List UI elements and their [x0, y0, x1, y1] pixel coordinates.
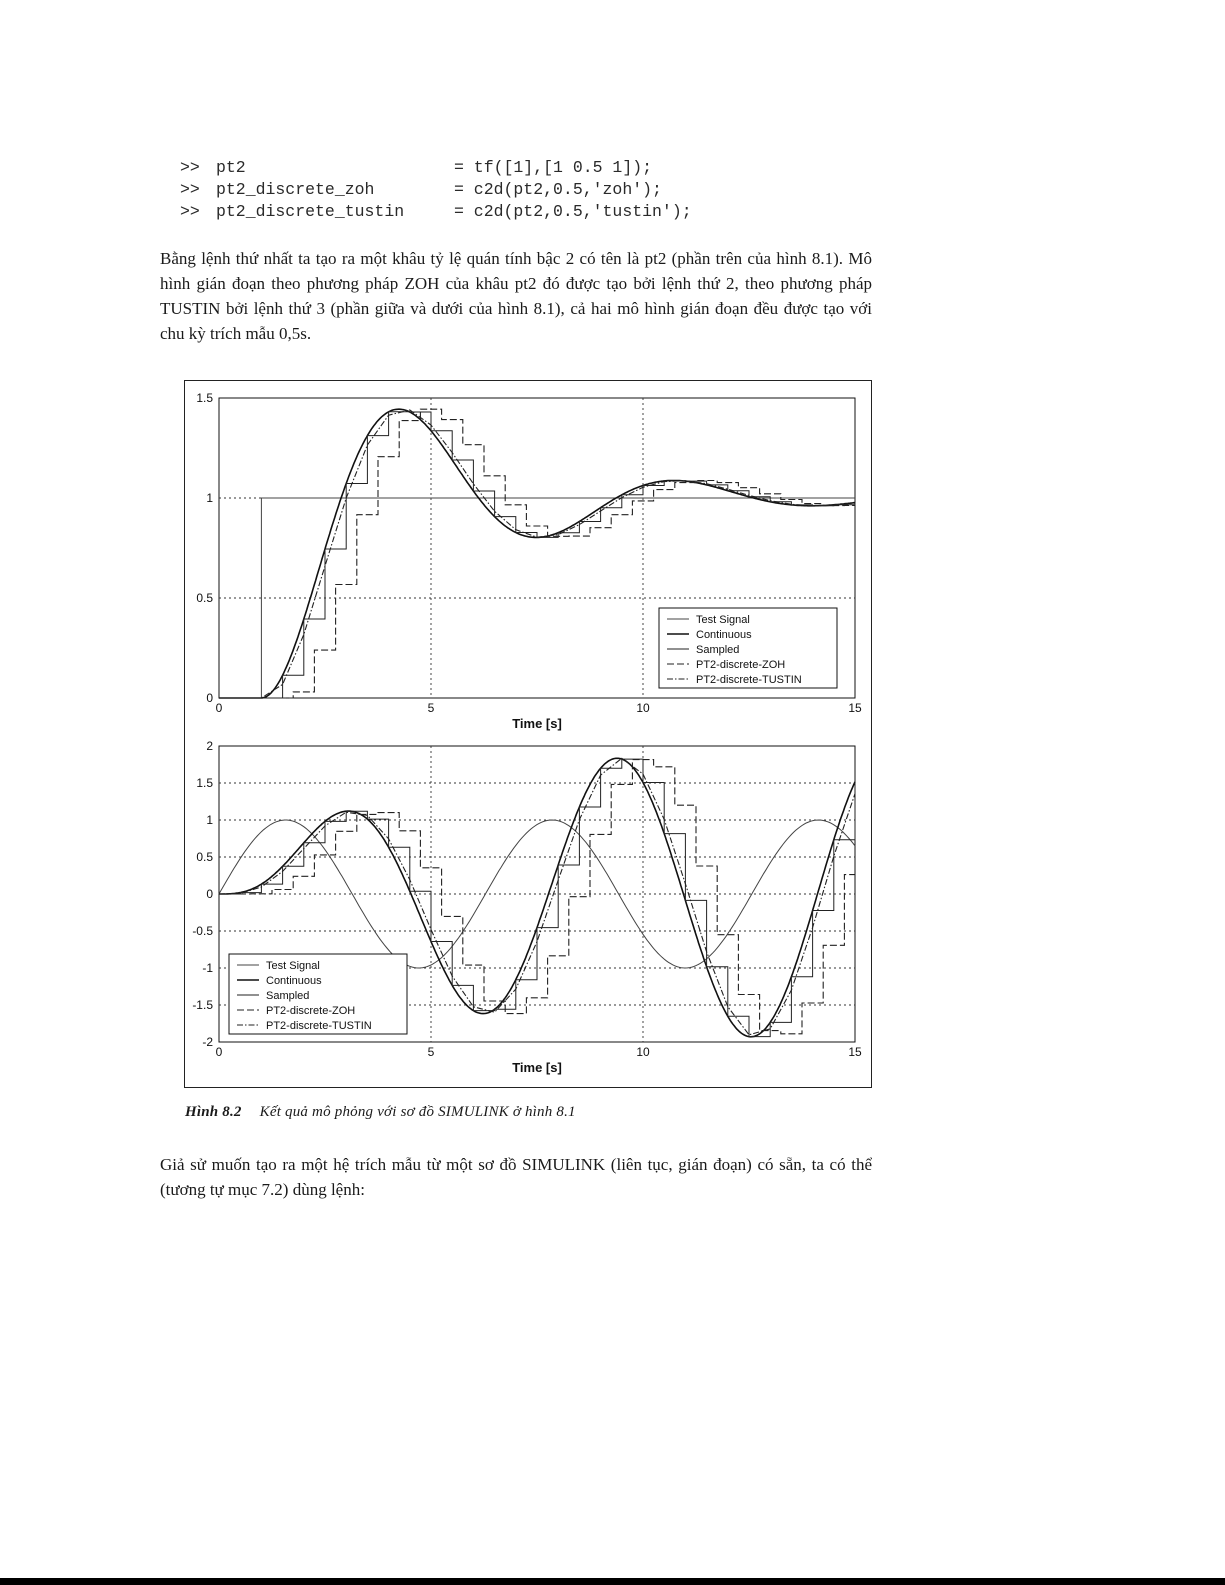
paragraph-intro: [160, 246, 872, 346]
y-tick-label: -0.5: [192, 924, 213, 938]
y-tick-label: 1.5: [196, 776, 213, 790]
y-tick-label: 0.5: [196, 850, 213, 864]
y-tick-label: 1: [206, 491, 213, 505]
legend-entry: PT2-discrete-ZOH: [266, 1005, 356, 1017]
paragraph-followup: [160, 1152, 872, 1202]
code-expression: = c2d(pt2,0.5,'zoh');: [454, 180, 662, 199]
code-line: [180, 157, 692, 179]
paragraph-text: Bằng lệnh thứ nhất ta tạo ra một khâu tỷ lệ quán tính bậc 2 có tên là pt2 (phần trên của hình 8.1). Mô hình gián đoạn theo phương pháp ZOH của khâu pt2 đó được tạo bởi lệnh thứ 2, theo phương pháp TUSTIN bởi lệnh thứ 3 (phần giữa và dưới của hình 8.1), cả hai mô hình gián đoạn đều được tạo với chu kỳ trích mẫu 0,5s.: [160, 249, 872, 343]
caption-text: Kết quả mô phỏng với sơ đồ SIMULINK ở hình 8.1: [259, 1104, 576, 1120]
y-tick-label: 0: [206, 691, 213, 705]
page-edge-bar: [0, 1578, 1225, 1585]
code-variable: pt2_discrete_tustin: [216, 202, 405, 221]
legend-entry: PT2-discrete-TUSTIN: [266, 1020, 372, 1032]
x-axis-label: Time [s]: [512, 716, 562, 731]
x-tick-label: 5: [427, 701, 435, 715]
x-tick-label: 0: [215, 1045, 223, 1059]
x-tick-label: 10: [636, 701, 650, 715]
figure-caption: [185, 1104, 576, 1121]
code-variable: pt2: [216, 158, 246, 177]
y-tick-label: -1: [202, 961, 213, 975]
code-variable: pt2_discrete_zoh: [216, 180, 375, 199]
x-tick-label: 10: [636, 1045, 650, 1059]
legend-entry: Test Signal: [266, 960, 320, 972]
y-tick-label: 1.5: [196, 391, 213, 405]
matlab-code-block: [180, 157, 692, 223]
y-tick-label: -1.5: [192, 998, 213, 1012]
x-tick-label: 0: [215, 701, 223, 715]
code-line: [180, 179, 692, 201]
caption-label: Hình 8.2: [185, 1104, 242, 1120]
legend-entry: Continuous: [266, 975, 322, 987]
y-tick-label: 1: [206, 813, 213, 827]
y-tick-label: 2: [206, 739, 213, 753]
legend-entry: Sampled: [266, 990, 310, 1002]
x-tick-label: 15: [848, 701, 862, 715]
code-prompt: >>: [180, 158, 200, 177]
x-tick-label: 5: [427, 1045, 435, 1059]
code-expression: = c2d(pt2,0.5,'tustin');: [454, 202, 692, 221]
legend-entry: Sampled: [696, 644, 740, 656]
x-axis-label: Time [s]: [512, 1060, 562, 1075]
y-tick-label: -2: [202, 1035, 213, 1049]
x-tick-label: 15: [848, 1045, 862, 1059]
paragraph-text: Giả sử muốn tạo ra một hệ trích mẫu từ một sơ đồ SIMULINK (liên tục, gián đoạn) có sẵn, ta có thể (tương tự mục 7.2) dùng lệnh:: [160, 1155, 872, 1199]
code-expression: = tf([1],[1 0.5 1]);: [454, 158, 653, 177]
code-line: [180, 201, 692, 223]
figure-frame: [184, 380, 872, 1088]
y-tick-label: 0.5: [196, 591, 213, 605]
legend-entry: PT2-discrete-ZOH: [696, 659, 786, 671]
simulation-plots: [185, 381, 871, 1087]
code-prompt: >>: [180, 180, 200, 199]
legend-entry: Continuous: [696, 629, 752, 641]
code-prompt: >>: [180, 202, 200, 221]
y-tick-label: 0: [206, 887, 213, 901]
legend-entry: Test Signal: [696, 614, 750, 626]
legend-entry: PT2-discrete-TUSTIN: [696, 674, 802, 686]
